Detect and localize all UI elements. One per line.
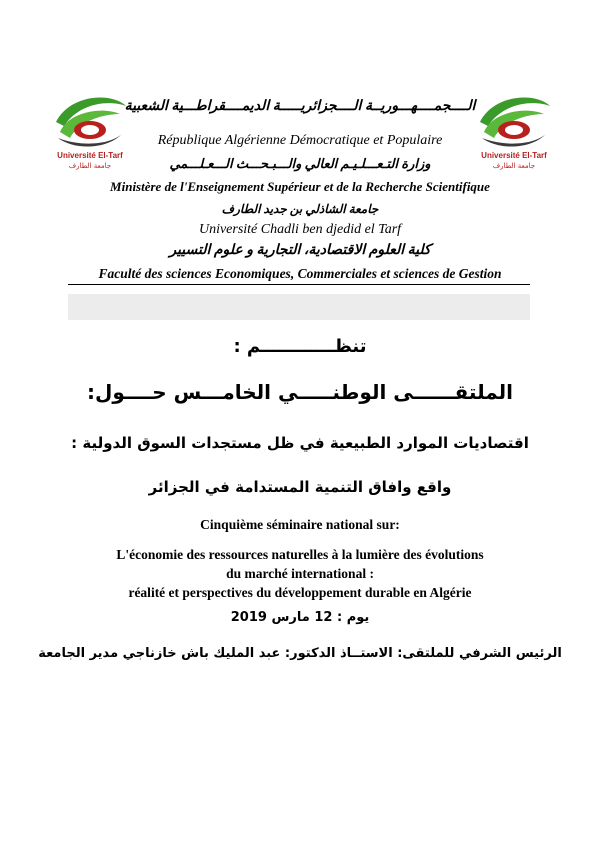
theme-ar-line2: واقع وافاق التنمية المستدامة في الجزائر [148, 478, 452, 496]
logo-name-fr: Université El-Tarf [481, 151, 547, 160]
theme-fr-line1: L'économie des ressources naturelles à la lumière des évolutions [116, 547, 484, 562]
faculty-ar: كلية العلوم الاقتصادية، التجارية و علوم التسيير [169, 243, 431, 258]
republic-ar: الــــجمــــهـــوريــة الــــجزائريـــــة الديمــــقراطـــية الشعبية [124, 99, 476, 114]
university-fr: Université Chadli ben djedid el Tarf [198, 222, 402, 237]
theme-fr-line2: du marché international : [226, 566, 374, 581]
shaded-band [68, 294, 530, 320]
university-ar: جامعة الشاذلي بن جديد الطارف [221, 202, 379, 216]
ministry-ar: وزارة التـعـــلـيـم العالي والـــبـحـــث الـــعـلـــمي [169, 156, 431, 171]
faculty-fr: Faculté des sciences Economiques, Commerciales et sciences de Gestion [98, 266, 502, 281]
logo-name-fr: Université El-Tarf [57, 151, 123, 160]
theme-fr-line3: réalité et perspectives du développement durable en Algérie [128, 585, 472, 600]
seminar-title-fr: Cinquième séminaire national sur: [200, 517, 400, 532]
logo-name-ar: جامعة الطارف [492, 162, 536, 170]
seminar-title-ar: الملتقــــــى الوطنـــــي الخامـــس حــــول: [86, 380, 514, 404]
theme-ar-line1: اقتصاديات الموارد الطبيعية في ظل مستجدات السوق الدولية : [71, 434, 529, 452]
republic-fr: République Algérienne Démocratique et Populaire [157, 133, 443, 148]
event-date: يوم : 12 مارس 2019 [230, 610, 370, 625]
honorary-chair: الرئيس الشرفي للملتقى: الاستــاذ الدكتور: عبد المليك باش خازناجي مدير الجامعة [38, 646, 562, 661]
header-divider [68, 284, 530, 285]
logo-name-ar: جامعة الطارف [68, 162, 112, 170]
ministry-fr: Ministère de l'Enseignement Supérieur et de la Recherche Scientifique [110, 179, 490, 194]
organize-label: تنظــــــــــــم : [233, 336, 367, 357]
